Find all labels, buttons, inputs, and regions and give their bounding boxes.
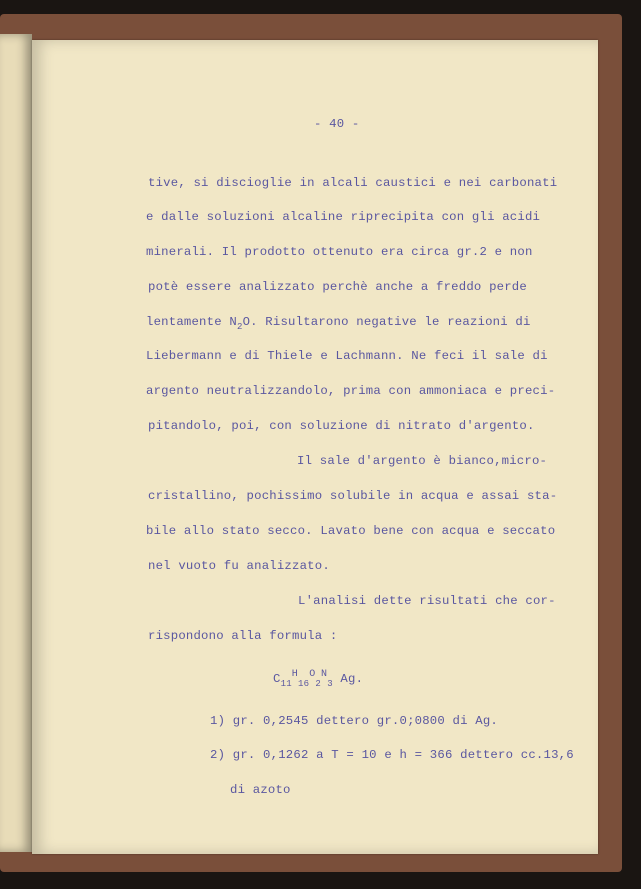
page-number: - 40 - bbox=[314, 117, 360, 131]
text-line: Liebermann e di Thiele e Lachmann. Ne feci il sale di bbox=[146, 349, 548, 363]
text-line: Il sale d'argento è bianco,micro- bbox=[297, 454, 548, 468]
text-line: rispondono alla formula : bbox=[148, 629, 338, 643]
text-segment: lentamente N bbox=[146, 315, 237, 329]
result-line: di azoto bbox=[230, 783, 291, 797]
subscript: 2 bbox=[315, 679, 322, 689]
document-page bbox=[32, 40, 598, 854]
subscript: 2 bbox=[236, 322, 243, 332]
text-line: minerali. Il prodotto ottenuto era circa gr.2 e non bbox=[146, 245, 533, 259]
text-line-with-formula bbox=[146, 315, 531, 332]
text-line: nel vuoto fu analizzato. bbox=[148, 559, 330, 573]
element-n: N bbox=[321, 669, 328, 680]
text-line: bile allo stato secco. Lavato bene con acqua e seccato bbox=[146, 524, 556, 538]
text-line: argento neutralizzandolo, prima con ammoniaca e preci- bbox=[146, 384, 556, 398]
element-o: O bbox=[309, 669, 316, 680]
text-line: tive, si discioglie in alcali caustici e nei carbonati bbox=[148, 176, 558, 190]
text-line: potè essere analizzato perchè anche a freddo perde bbox=[148, 280, 527, 294]
text-line: cristallino, pochissimo solubile in acqua e assai sta- bbox=[148, 489, 558, 503]
chemical-formula bbox=[273, 669, 364, 689]
formula-rest: Ag. bbox=[332, 672, 364, 686]
subscript: 11 bbox=[280, 679, 292, 689]
result-line: 1) gr. 0,2545 dettero gr.0;0800 di Ag. bbox=[210, 714, 499, 728]
element-h: H bbox=[291, 669, 298, 680]
text-line: e dalle soluzioni alcaline riprecipita con gli acidi bbox=[146, 210, 541, 224]
left-page-edge bbox=[0, 34, 32, 852]
text-line: pitandolo, poi, con soluzione di nitrato d'argento. bbox=[148, 419, 535, 433]
result-line: 2) gr. 0,1262 a T = 10 e h = 366 dettero cc.13,6 bbox=[210, 748, 574, 762]
text-line: L'analisi dette risultati che cor- bbox=[298, 594, 556, 608]
subscript: 3 bbox=[327, 679, 333, 689]
text-segment: O. Risultarono negative le reazioni di bbox=[242, 315, 531, 329]
subscript: 16 bbox=[298, 679, 310, 689]
element-c: C bbox=[273, 672, 281, 686]
